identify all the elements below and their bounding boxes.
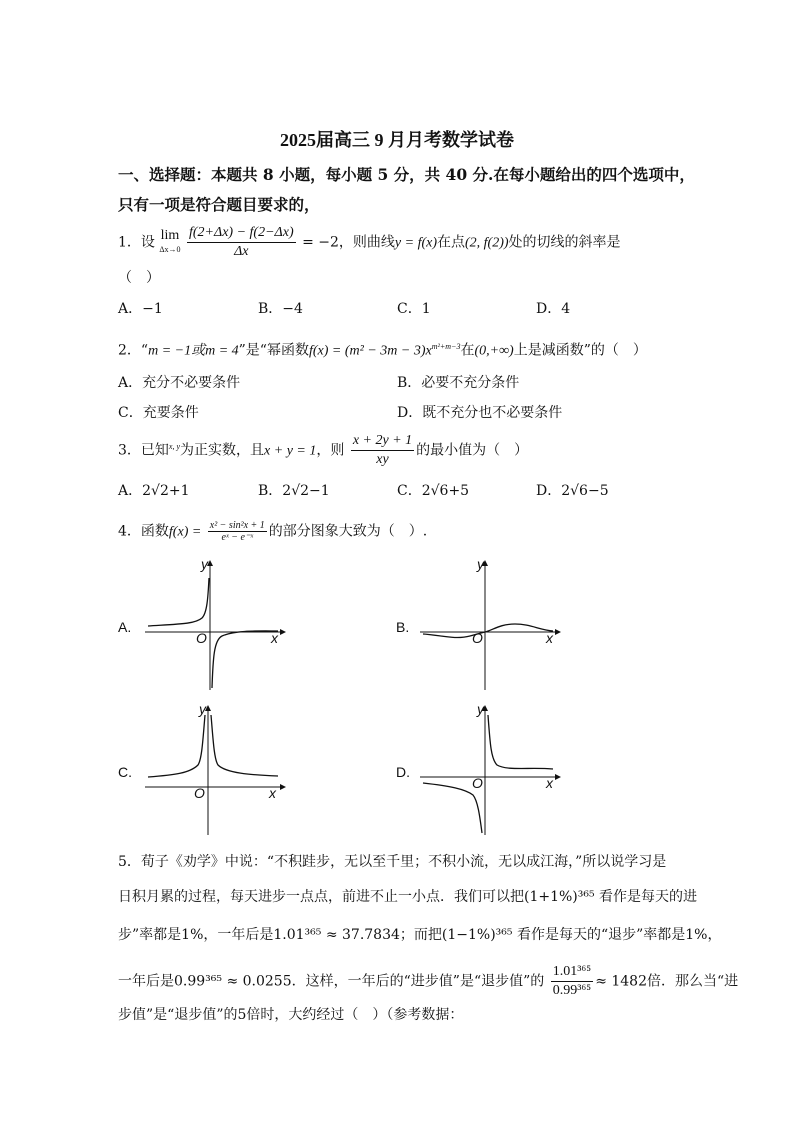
q4-fraction: $\frac{\text{x² − sin²x + 1}}{\text{eˣ − e⁻ˣ}}$ bbox=[209, 520, 265, 543]
q1-paren: （ ） bbox=[118, 270, 160, 286]
q1-option-d[interactable]: D．4 bbox=[536, 301, 571, 317]
question-5-line4: 一年后是0.99³⁶⁵ ≈ 0.0255．这样，一年后的“进步值”是“退步值”的 $\frac{\text{1.01³⁶⁵}}{\text{0.99³⁶⁵}}$ ≈ 1482倍．那么当“进 bbox=[118, 964, 739, 998]
origin-label: O bbox=[472, 630, 483, 646]
graph-d-label[interactable]: D. bbox=[396, 764, 410, 780]
question-3: 3．已知$^{x, y}$为正实数，且x + y = 1，则 $\frac{x + 2y + 1}{xy}$ 的最小值为（ ） bbox=[118, 433, 529, 467]
origin-label: O bbox=[472, 775, 483, 791]
section-heading: 一、选择题：本题共 8 小题，每小题 5 分，共 40 分.在每小题给出的四个选项中， bbox=[118, 165, 695, 184]
graph-a-label[interactable]: A. bbox=[118, 619, 132, 635]
q3-option-b[interactable]: B．2√2−1 bbox=[258, 483, 330, 499]
graph-b[interactable] bbox=[415, 558, 565, 693]
question-2: 2．“m = −1或m = 4”是“幂函数$f(x) = (m^2 - 3m - 3)x^{m^2+m-3}$在(0,+∞)上是减函数”的（ ） bbox=[118, 342, 647, 359]
section-heading-cont: 只有一项是符合题目要求的， bbox=[118, 195, 320, 214]
y-axis-label: y bbox=[477, 701, 484, 717]
q1-option-a[interactable]: A．−1 bbox=[118, 301, 163, 317]
graph-a[interactable] bbox=[140, 558, 290, 693]
question-4: 4．函数f(x) = $\frac{\text{x² − sin²x + 1}}{\text{eˣ − e⁻ˣ}}$ 的部分图象大致为（ ）. bbox=[118, 520, 428, 543]
q2-option-c[interactable]: C．充要条件 bbox=[118, 405, 199, 421]
y-axis-label: y bbox=[201, 556, 208, 572]
page-title: 2025届高三 9 月月考数学试卷 bbox=[280, 130, 514, 150]
q1-fraction: $\frac{f(2+\Delta x) - f(2-\Delta x)}{\Delta x}$ bbox=[188, 225, 294, 259]
question-5-line5: 步值”是“退步值”的5倍时，大约经过（ ）（参考数据： bbox=[118, 1007, 464, 1023]
question-5-line3: 步”率都是1%，一年后是1.01³⁶⁵ ≈ 37.7834；而把(1−1%)³⁶⁵ 看作是每天的“退步”率都是1%， bbox=[118, 927, 722, 943]
x-axis-label: x bbox=[546, 630, 553, 646]
q1-option-c[interactable]: C．1 bbox=[397, 301, 431, 317]
q2-option-d[interactable]: D．既不充分也不必要条件 bbox=[397, 405, 563, 421]
y-axis-label: y bbox=[199, 701, 206, 717]
graph-c-label[interactable]: C. bbox=[118, 764, 132, 780]
q2-option-a[interactable]: A．充分不必要条件 bbox=[118, 375, 241, 391]
q3-fraction: $\frac{x + 2y + 1}{xy}$ bbox=[352, 433, 413, 467]
graph-b-label[interactable]: B. bbox=[396, 619, 410, 635]
q3-option-d[interactable]: D．2√6−5 bbox=[536, 483, 609, 499]
q1-option-b[interactable]: B．−4 bbox=[258, 301, 303, 317]
x-axis-label: x bbox=[271, 630, 278, 646]
x-axis-label: x bbox=[546, 775, 553, 791]
q3-option-c[interactable]: C．2√6+5 bbox=[397, 483, 470, 499]
origin-label: O bbox=[194, 785, 205, 801]
question-5-line2: 日积月累的过程，每天进步一点点，前进不止一小点．我们可以把(1+1%)³⁶⁵ 看作是每天的进 bbox=[118, 889, 698, 905]
question-1: 1．设 lim Δx→0 $\frac{f(2+\Delta x) - f(2-\Delta x)}{\Delta x}$ = −2，则曲线y = f(x)在点(2, f(2))处的切线的斜率是 bbox=[118, 225, 621, 259]
q5-fraction: $\frac{\text{1.01³⁶⁵}}{\text{0.99³⁶⁵}}$ bbox=[552, 964, 592, 998]
q3-option-a[interactable]: A．2√2+1 bbox=[118, 483, 190, 499]
q2-option-b[interactable]: B．必要不充分条件 bbox=[397, 375, 520, 391]
origin-label: O bbox=[196, 630, 207, 646]
x-axis-label: x bbox=[269, 785, 276, 801]
graph-c[interactable] bbox=[140, 703, 290, 838]
q1-number: 1．设 bbox=[118, 234, 155, 251]
graph-d[interactable] bbox=[415, 703, 565, 838]
y-axis-label: y bbox=[477, 556, 484, 572]
question-5-line1: 5．荀子《劝学》中说：“不积跬步，无以至千里；不积小流，无以成江海，”所以说学习是 bbox=[118, 854, 667, 870]
limit: lim Δx→0 bbox=[159, 227, 181, 254]
